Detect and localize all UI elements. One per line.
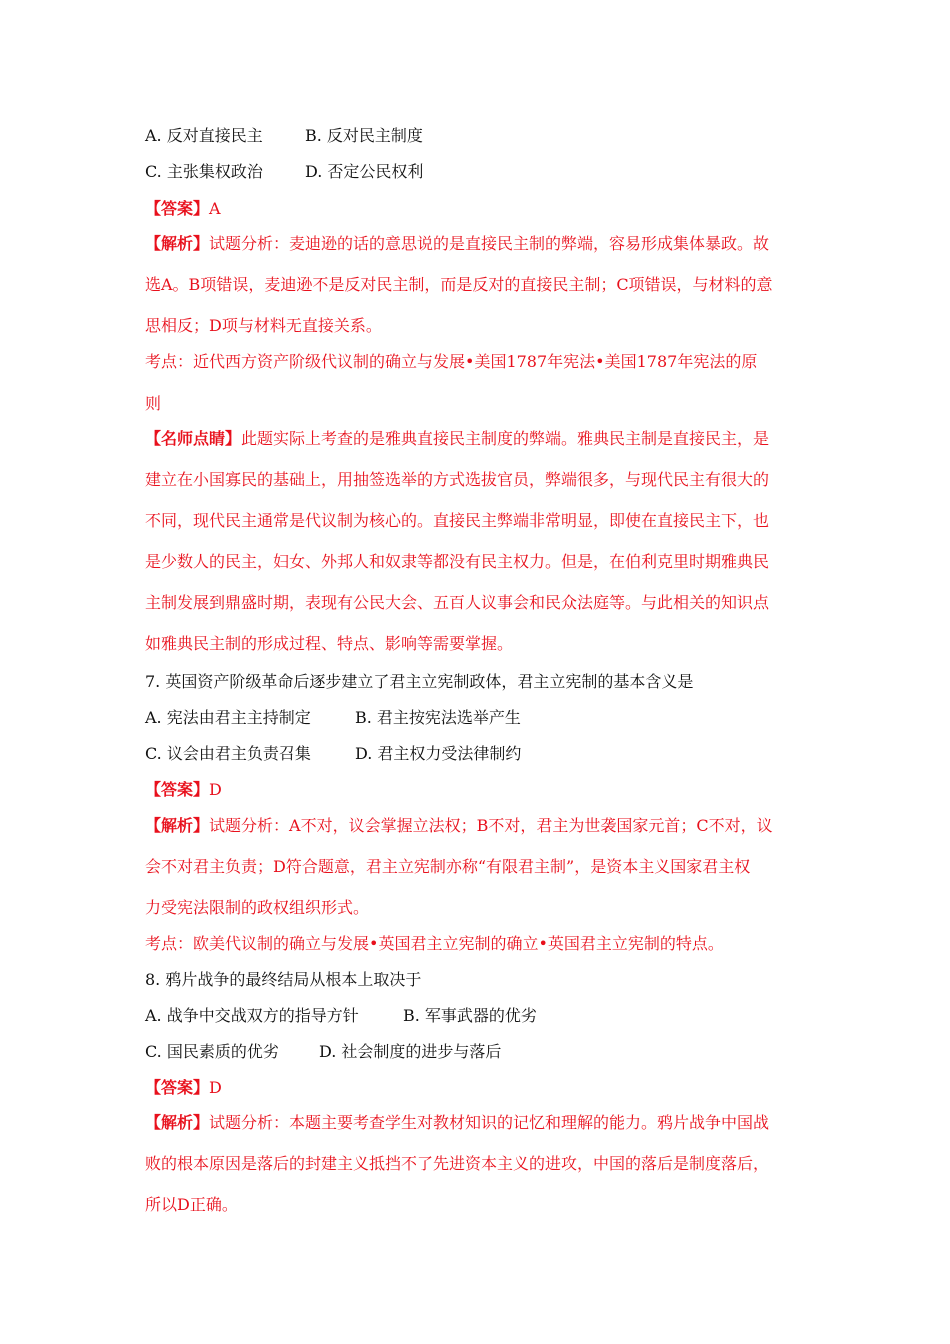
q7-answer [145, 779, 222, 801]
q6-option-b: B. 反对民主制度 [305, 126, 423, 145]
q8-analysis-line-1 [145, 1112, 769, 1134]
analysis-text: 试题分析：本题主要考查学生对教材知识的记忆和理解的能力。鸦片战争中国战 [209, 1113, 770, 1132]
q6-tip-line-3: 不同，现代民主通常是代议制为核心的。直接民主弊端非常明显，即使在直接民主下，也 [145, 511, 770, 530]
q6-tip-line-2: 建立在小国寡民的基础上，用抽签选举的方式选拔官员，弊端很多，与现代民主有很大的 [145, 470, 770, 489]
analysis-tag: 【解析】 [145, 234, 210, 253]
analysis-text: 试题分析：麦迪逊的话的意思说的是直接民主制的弊端，容易形成集体暴政。故 [209, 234, 770, 253]
analysis-text: 试题分析：A不对，议会掌握立法权；B不对，君主为世袭国家元首；C不对，议 [209, 816, 773, 835]
q8-option-b: B. 军事武器的优劣 [403, 1006, 537, 1025]
q7-option-b: B. 君主按宪法选举产生 [355, 708, 521, 727]
answer-tag: 【答案】 [145, 199, 210, 218]
q7-option-d: D. 君主权力受法律制约 [355, 744, 522, 763]
q7-options-row2 [145, 743, 521, 765]
q7-analysis-line-2: 会不对君主负责；D符合题意，君主立宪制亦称“有限君主制”，是资本主义国家君主权 [145, 857, 751, 876]
q6-options-row1 [145, 125, 423, 147]
q8-options-row1 [145, 1005, 537, 1027]
q7-kaodian: 考点：欧美代议制的确立与发展•英国君主立宪制的确立•英国君主立宪制的特点。 [145, 934, 724, 953]
tip-text: 此题实际上考查的是雅典直接民主制度的弊端。雅典民主制是直接民主，是 [241, 429, 770, 448]
q6-tip-line-1 [145, 428, 769, 450]
q6-tip-line-5: 主制发展到鼎盛时期，表现有公民大会、五百人议事会和民众法庭等。与此相关的知识点 [145, 593, 770, 612]
q8-question: 8. 鸦片战争的最终结局从根本上取决于 [145, 970, 422, 989]
q6-option-d: D. 否定公民权利 [305, 162, 424, 181]
q7-options-row1 [145, 707, 521, 729]
q8-options-row2 [145, 1041, 501, 1063]
q6-option-a: A. 反对直接民主 [145, 126, 263, 145]
answer-tag: 【答案】 [145, 780, 210, 799]
q6-answer [145, 198, 221, 220]
q6-options-row2 [145, 161, 423, 183]
q6-kaodian-line-2: 则 [145, 394, 162, 413]
q7-analysis-line-3: 力受宪法限制的政权组织形式。 [145, 898, 370, 917]
q6-analysis-line-2: 选A。B项错误，麦迪逊不是反对民主制，而是反对的直接民主制；C项错误，与材料的意 [145, 275, 773, 294]
q6-option-c: C. 主张集权政治 [145, 162, 263, 181]
analysis-tag: 【解析】 [145, 816, 210, 835]
q6-analysis-line-1 [145, 233, 769, 255]
q8-answer [145, 1077, 222, 1099]
q6-tip-line-6: 如雅典民主制的形成过程、特点、影响等需要掌握。 [145, 634, 514, 653]
q8-analysis-line-2: 败的根本原因是落后的封建主义抵挡不了先进资本主义的进攻，中国的落后是制度落后， [145, 1154, 770, 1173]
q6-analysis-line-3: 思相反；D项与材料无直接关系。 [145, 316, 382, 335]
answer-tag: 【答案】 [145, 1078, 210, 1097]
q7-question: 7. 英国资产阶级革命后逐步建立了君主立宪制政体，君主立宪制的基本含义是 [145, 672, 694, 691]
q7-option-a: A. 宪法由君主主持制定 [145, 708, 311, 727]
q8-option-c: C. 国民素质的优劣 [145, 1042, 279, 1061]
q7-option-c: C. 议会由君主负责召集 [145, 744, 311, 763]
q6-kaodian-line-1: 考点：近代西方资产阶级代议制的确立与发展•美国1787年宪法•美国1787年宪法的原 [145, 352, 758, 371]
tip-tag: 【名师点睛】 [145, 429, 242, 448]
q6-tip-line-4: 是少数人的民主，妇女、外邦人和奴隶等都没有民主权力。但是，在伯利克里时期雅典民 [145, 552, 770, 571]
answer-value: A [209, 199, 221, 218]
answer-value: D [209, 780, 222, 799]
q8-option-d: D. 社会制度的进步与落后 [319, 1042, 502, 1061]
analysis-tag: 【解析】 [145, 1113, 210, 1132]
q8-option-a: A. 战争中交战双方的指导方针 [145, 1006, 359, 1025]
answer-value: D [209, 1078, 222, 1097]
q7-analysis-line-1 [145, 815, 773, 837]
q8-analysis-line-3: 所以D正确。 [145, 1195, 238, 1214]
